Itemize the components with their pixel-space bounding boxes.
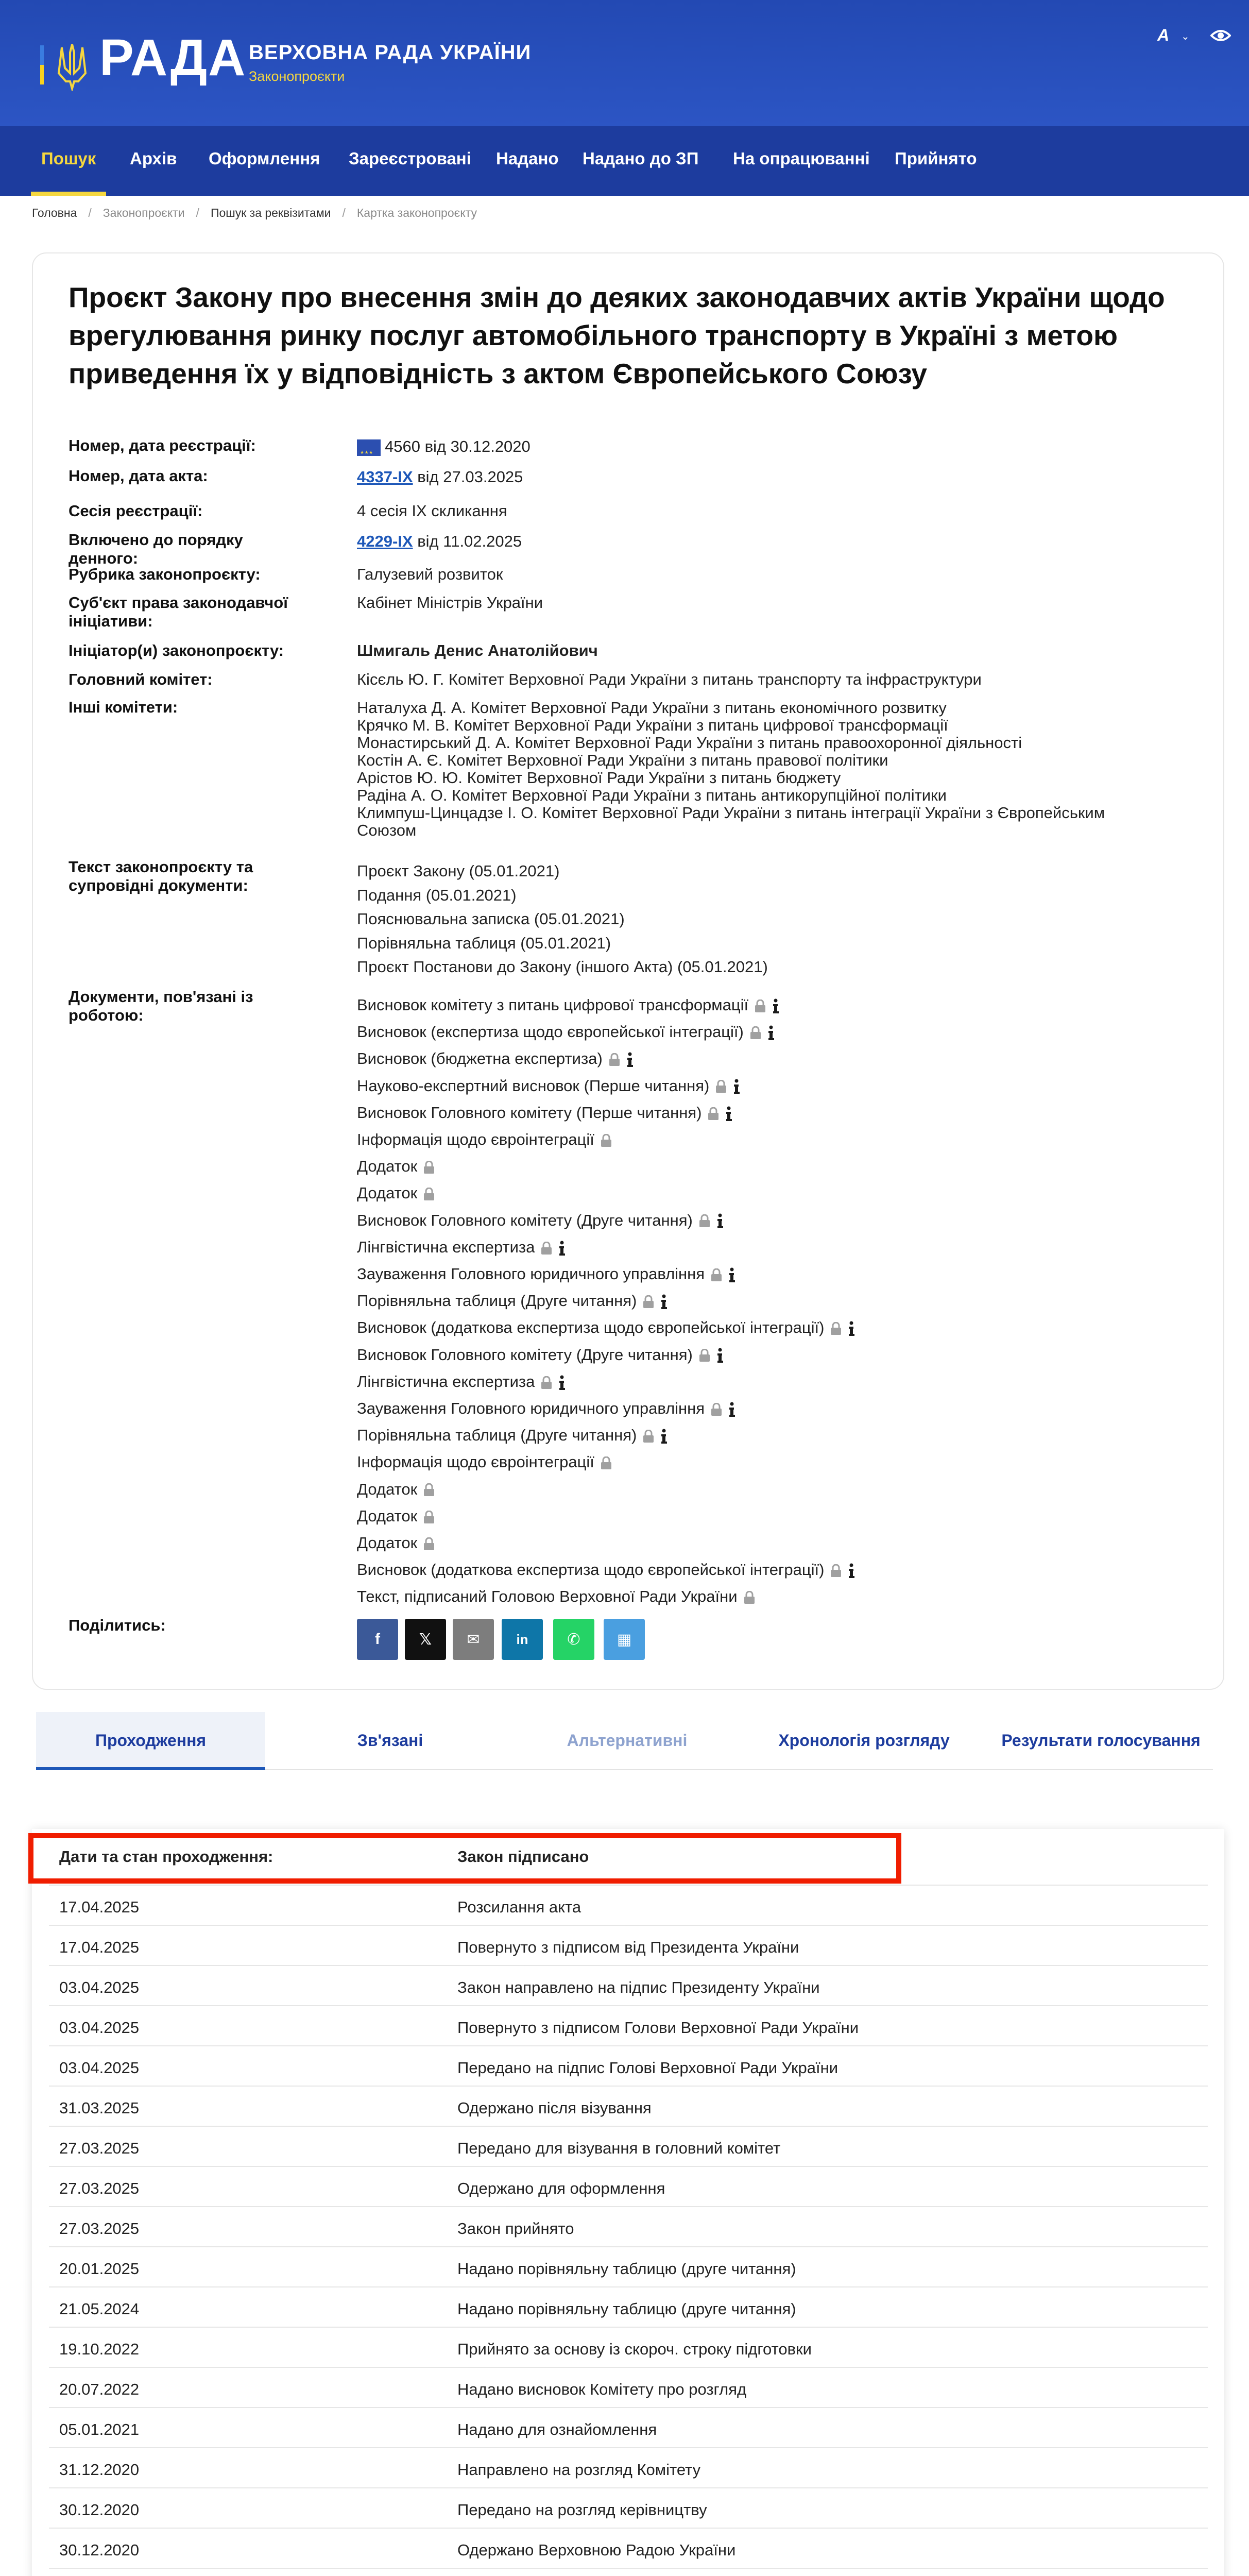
work-doc-label[interactable]: Висновок (експертиза щодо європейської інтеграції) xyxy=(357,1023,744,1041)
agenda-link[interactable]: 4229-IX xyxy=(357,532,413,550)
lock-icon xyxy=(540,1376,553,1389)
work-doc-label[interactable]: Порівняльна таблиця (Друге читання) xyxy=(357,1426,637,1445)
lock-icon xyxy=(707,1107,720,1121)
table-row xyxy=(49,2408,1208,2448)
history-status: Надано для ознайомлення xyxy=(457,2420,657,2438)
document-link[interactable]: Подання (05.01.2021) xyxy=(357,886,517,904)
info-icon[interactable] xyxy=(558,1375,566,1391)
table-row xyxy=(49,2207,1208,2247)
lock-icon xyxy=(642,1430,655,1443)
eye-icon[interactable] xyxy=(1210,28,1231,43)
logo-text[interactable]: РАДА xyxy=(99,29,247,87)
work-doc-label[interactable]: Додаток xyxy=(357,1506,418,1525)
table-row xyxy=(49,2087,1208,2127)
email-icon[interactable]: ✉ xyxy=(453,1619,494,1660)
history-date: 27.03.2025 xyxy=(59,2219,140,2238)
act-number-label: Номер, дата акта: xyxy=(69,467,208,485)
history-date: 03.04.2025 xyxy=(59,2019,140,2037)
info-icon[interactable] xyxy=(716,1348,724,1363)
work-doc-item[interactable] xyxy=(357,1449,855,1476)
lock-icon xyxy=(422,1161,436,1174)
work-doc-label[interactable]: Висновок (додаткова експертиза щодо європейської інтеграції) xyxy=(357,1561,825,1579)
work-doc-item[interactable] xyxy=(357,1126,855,1153)
lock-icon xyxy=(743,1591,756,1604)
reg-number-label: Номер, дата реєстрації: xyxy=(69,436,256,454)
info-icon[interactable] xyxy=(660,1429,668,1444)
table-row xyxy=(49,2529,1208,2569)
work-doc-label[interactable]: Текст, підписаний Головою Верховної Ради України xyxy=(357,1587,738,1606)
main-committee-label: Головний комітет: xyxy=(69,670,213,688)
session-label: Сесія реєстрації: xyxy=(69,502,203,520)
rubric-label: Рубрика законопроєкту: xyxy=(69,565,261,583)
work-doc-label[interactable]: Науково-експертний висновок (Перше читання) xyxy=(357,1076,710,1095)
tab-progress[interactable]: Проходження xyxy=(36,1712,265,1770)
table-row xyxy=(49,1926,1208,1966)
nav-item-submitted[interactable]: Надано xyxy=(496,149,559,168)
work-doc-label[interactable]: Інформація щодо євроінтеграції xyxy=(357,1453,594,1471)
info-icon[interactable] xyxy=(767,1025,775,1041)
work-doc-item[interactable] xyxy=(357,1180,855,1207)
font-size-button[interactable]: A xyxy=(1157,26,1170,44)
lock-icon xyxy=(608,1053,621,1066)
work-doc-label[interactable]: Висновок Головного комітету (Перше читання) xyxy=(357,1103,702,1122)
work-doc-label[interactable]: Висновок (додаткова експертиза щодо європейської інтеграції) xyxy=(357,1318,825,1337)
info-icon[interactable] xyxy=(660,1294,668,1310)
history-status: Передано для візування в головний комітет xyxy=(457,2139,781,2157)
history-date: 03.04.2025 xyxy=(59,2059,140,2077)
nav-item-processing[interactable]: На опрацюванні xyxy=(733,149,870,168)
info-icon[interactable] xyxy=(725,1106,732,1122)
lock-icon xyxy=(698,1349,711,1362)
session-value: 4 сесія IX скликання xyxy=(357,502,507,520)
share-label: Поділитись: xyxy=(69,1616,166,1634)
document-link[interactable]: Пояснювальна записка (05.01.2021) xyxy=(357,910,625,928)
portal-title[interactable]: ВЕРХОВНА РАДА УКРАЇНИ xyxy=(249,41,532,64)
lock-icon xyxy=(829,1322,843,1335)
linkedin-icon[interactable]: in xyxy=(502,1619,543,1660)
document-link[interactable]: Проєкт Закону (05.01.2021) xyxy=(357,862,560,880)
table-row xyxy=(49,2328,1208,2368)
breadcrumb: Головна / Законопроєкти / Пошук за реквізитами / Картка законопроєкту xyxy=(32,206,477,219)
nav-item-adopted[interactable]: Прийнято xyxy=(895,149,977,168)
lock-icon xyxy=(829,1564,843,1578)
table-row xyxy=(49,2247,1208,2287)
history-status: Надано висновок Комітету про розгляд xyxy=(457,2380,747,2398)
agenda-value: 4229-IX від 11.02.2025 xyxy=(357,532,522,550)
table-row xyxy=(49,2127,1208,2167)
history-status: Прийнято за основу із скороч. строку підготовки xyxy=(457,2340,812,2358)
history-header-dates: Дати та стан проходження: xyxy=(59,1848,273,1866)
info-icon[interactable] xyxy=(733,1079,740,1094)
committee-item: Костін А. Є. Комітет Верховної Ради України з питань правової політики xyxy=(357,751,888,769)
table-row xyxy=(49,2167,1208,2207)
initiator-value[interactable]: Шмигаль Денис Анатолійович xyxy=(357,641,598,659)
info-icon[interactable] xyxy=(728,1267,735,1283)
work-doc-item[interactable] xyxy=(357,1261,855,1287)
texts-list xyxy=(357,859,768,979)
work-doc-item[interactable] xyxy=(357,1395,855,1422)
work-doc-item[interactable] xyxy=(357,1045,855,1072)
work-doc-item[interactable] xyxy=(357,1019,855,1045)
history-date: 30.12.2020 xyxy=(59,2541,140,2559)
work-doc-label[interactable]: Висновок (бюджетна експертиза) xyxy=(357,1049,603,1068)
nav-item-archive[interactable]: Архів xyxy=(130,149,177,168)
committee-item: Радіна А. О. Комітет Верховної Ради України з питань антикорупційної політики xyxy=(357,786,947,804)
info-icon[interactable] xyxy=(848,1563,855,1579)
lock-icon xyxy=(422,1511,436,1524)
history-status: Повернуто з підписом Голови Верховної Ради України xyxy=(457,2019,859,2037)
committee-item: Крячко М. В. Комітет Верховної Ради України з питань цифрової трансформації xyxy=(357,716,948,734)
lock-icon xyxy=(540,1242,553,1255)
tab-alternative[interactable]: Альтернативні xyxy=(567,1731,688,1750)
work-doc-item[interactable] xyxy=(357,1368,855,1395)
table-row xyxy=(49,1886,1208,1926)
work-doc-label[interactable]: Висновок Головного комітету (Друге читання) xyxy=(357,1211,693,1229)
work-doc-label[interactable]: Висновок Головного комітету (Друге читання) xyxy=(357,1345,693,1364)
history-status: Передано на розгляд керівництву xyxy=(457,2501,707,2519)
rubric-value: Галузевий розвиток xyxy=(357,565,503,583)
document-link[interactable]: Порівняльна таблиця (05.01.2021) xyxy=(357,934,611,952)
table-row xyxy=(49,2046,1208,2087)
work-doc-label[interactable]: Зауваження Головного юридичного управління xyxy=(357,1399,705,1418)
work-doc-item[interactable] xyxy=(357,1234,855,1261)
info-icon[interactable] xyxy=(848,1321,855,1336)
work-docs-list xyxy=(357,992,855,1611)
nav-item-submitted-zp[interactable]: Надано до ЗП xyxy=(583,149,699,168)
work-docs-label: Документи, пов'язані із роботою: xyxy=(69,988,253,1024)
work-doc-item[interactable] xyxy=(357,1099,855,1126)
work-doc-item[interactable] xyxy=(357,1342,855,1368)
document-link[interactable]: Проєкт Постанови до Закону (іншого Акта) (05.01.2021) xyxy=(357,958,768,976)
committee-item: Монастирський Д. А. Комітет Верховної Ради України з питань правоохоронної діяльності xyxy=(357,734,1022,752)
work-doc-item[interactable] xyxy=(357,1503,855,1530)
table-row xyxy=(49,2448,1208,2488)
agenda-label: Включено до порядку денного: xyxy=(69,531,243,567)
work-doc-label[interactable]: Лінгвістична експертиза xyxy=(357,1372,535,1391)
tab-related[interactable]: Зв'язані xyxy=(357,1731,423,1750)
history-date: 27.03.2025 xyxy=(59,2179,140,2197)
work-doc-label[interactable]: Додаток xyxy=(357,1184,418,1202)
lock-icon xyxy=(600,1456,613,1470)
portal-subtitle: Законопроєкти xyxy=(249,69,345,84)
history-date: 30.12.2020 xyxy=(59,2501,140,2519)
tab-voting[interactable]: Результати голосування xyxy=(1001,1731,1201,1750)
nav-item-registered[interactable]: Зареєстровані xyxy=(349,149,471,168)
history-date: 17.04.2025 xyxy=(59,1938,140,1956)
history-status: Одержано Верховною Радою України xyxy=(457,2541,736,2559)
act-number-link[interactable]: 4337-IX xyxy=(357,468,413,486)
work-doc-item[interactable] xyxy=(357,1476,855,1503)
breadcrumb-bills[interactable]: Законопроєкти xyxy=(102,206,185,219)
chevron-down-icon[interactable]: ⌄ xyxy=(1181,31,1190,42)
history-date: 20.07.2022 xyxy=(59,2380,140,2398)
breadcrumb-current: Картка законопроєкту xyxy=(356,206,477,219)
lock-icon xyxy=(642,1295,655,1309)
info-icon[interactable] xyxy=(728,1402,735,1417)
qr-icon[interactable]: ▦ xyxy=(604,1619,645,1660)
committee-item: Климпуш-Цинцадзе І. О. Комітет Верховної Ради України з питань інтеграції України з Європейським xyxy=(357,804,1105,822)
committee-item: Арістов Ю. Ю. Комітет Верховної Ради України з питань бюджету xyxy=(357,769,841,787)
tab-chronology[interactable]: Хронологія розгляду xyxy=(778,1731,950,1750)
table-row xyxy=(49,2006,1208,2046)
flag-blue-bar xyxy=(40,45,44,65)
other-committees-list xyxy=(357,699,1105,839)
history-status: Одержано після візування xyxy=(457,2099,652,2117)
history-date: 17.04.2025 xyxy=(59,1898,140,1916)
work-doc-item[interactable] xyxy=(357,1207,855,1234)
work-doc-label[interactable]: Зауваження Головного юридичного управління xyxy=(357,1265,705,1283)
table-row xyxy=(49,1966,1208,2006)
history-date: 19.10.2022 xyxy=(59,2340,140,2358)
nav-item-drafting[interactable]: Оформлення xyxy=(209,149,320,168)
info-icon[interactable] xyxy=(558,1241,566,1256)
whatsapp-icon[interactable]: ✆ xyxy=(553,1619,594,1660)
history-status: Передано на підпис Голові Верховної Ради України xyxy=(457,2059,839,2077)
history-status: Надано порівняльну таблицю (друге читання) xyxy=(457,2260,796,2278)
history-status: Закон прийнято xyxy=(457,2219,574,2238)
history-date: 31.12.2020 xyxy=(59,2461,140,2479)
work-doc-item[interactable] xyxy=(357,1287,855,1314)
tab-bar xyxy=(36,1712,1213,1770)
history-status: Направлено на розгляд Комітету xyxy=(457,2461,701,2479)
history-date: 21.05.2024 xyxy=(59,2300,140,2318)
work-doc-item[interactable] xyxy=(357,992,855,1019)
lock-icon xyxy=(749,1026,762,1040)
main-committee-value: Кісєль Ю. Г. Комітет Верховної Ради України з питань транспорту та інфраструктури xyxy=(357,670,982,688)
table-row xyxy=(49,2368,1208,2408)
work-doc-item[interactable] xyxy=(357,1073,855,1099)
work-doc-label[interactable]: Висновок комітету з питань цифрової трансформації xyxy=(357,996,749,1014)
highlight-box xyxy=(28,1833,901,1884)
history-header-status: Закон підписано xyxy=(457,1848,589,1866)
work-doc-item[interactable] xyxy=(357,1422,855,1449)
work-doc-item[interactable] xyxy=(357,1314,855,1341)
reg-number-value: ★ ★ ★ 4560 від 30.12.2020 xyxy=(357,437,531,456)
committee-item: Наталуха Д. А. Комітет Верховної Ради України з питань економічного розвитку xyxy=(357,699,947,717)
nav-item-search[interactable]: Пошук xyxy=(41,126,96,196)
texts-label: Текст законопроєкту та супровідні документи: xyxy=(69,858,253,894)
subject-label: Суб'єкт права законодавчої ініціативи: xyxy=(69,594,288,630)
work-doc-item[interactable] xyxy=(357,1530,855,1556)
lock-icon xyxy=(710,1268,723,1282)
work-doc-label[interactable]: Порівняльна таблиця (Друге читання) xyxy=(357,1292,637,1310)
history-date: 05.01.2021 xyxy=(59,2420,140,2438)
work-doc-label[interactable]: Додаток xyxy=(357,1157,418,1176)
work-doc-item[interactable] xyxy=(357,1583,855,1610)
work-doc-label[interactable]: Додаток xyxy=(357,1534,418,1552)
history-status: Закон направлено на підпис Президенту України xyxy=(457,1978,820,1996)
other-committees-label: Інші комітети: xyxy=(69,698,178,716)
initiators-label: Ініціатор(и) законопроєкту: xyxy=(69,641,284,659)
committee-item: Союзом xyxy=(357,821,417,839)
breadcrumb-home[interactable]: Головна xyxy=(32,206,77,219)
subject-value: Кабінет Міністрів України xyxy=(357,594,543,612)
work-doc-label[interactable]: Додаток xyxy=(357,1480,418,1498)
facebook-icon[interactable]: f xyxy=(357,1619,398,1660)
info-icon[interactable] xyxy=(716,1213,724,1229)
lock-icon xyxy=(422,1188,436,1201)
history-date: 20.01.2025 xyxy=(59,2260,140,2278)
work-doc-item[interactable] xyxy=(357,1556,855,1583)
trident-icon xyxy=(57,42,88,91)
lock-icon xyxy=(710,1403,723,1416)
lock-icon xyxy=(754,999,767,1013)
work-doc-item[interactable] xyxy=(357,1153,855,1180)
lock-icon xyxy=(422,1537,436,1551)
x-icon[interactable]: 𝕏 xyxy=(405,1619,446,1660)
lock-icon xyxy=(600,1134,613,1147)
info-icon[interactable] xyxy=(772,998,779,1014)
table-row xyxy=(49,2287,1208,2328)
eu-flag-icon xyxy=(357,439,381,456)
lock-icon xyxy=(698,1214,711,1228)
lock-icon xyxy=(714,1080,728,1093)
history-status: Надано порівняльну таблицю (друге читання) xyxy=(457,2300,796,2318)
info-icon[interactable] xyxy=(626,1052,634,1067)
history-status: Одержано для оформлення xyxy=(457,2179,665,2197)
history-status: Повернуто з підписом від Президента України xyxy=(457,1938,799,1956)
table-row xyxy=(49,2488,1208,2529)
main-nav xyxy=(0,126,1249,196)
work-doc-label[interactable]: Інформація щодо євроінтеграції xyxy=(357,1130,594,1149)
flag-yellow-bar xyxy=(40,65,44,84)
work-doc-label[interactable]: Лінгвістична експертиза xyxy=(357,1238,535,1256)
site-header xyxy=(0,0,1249,126)
history-status: Розсилання акта xyxy=(457,1898,581,1916)
breadcrumb-search[interactable]: Пошук за реквізитами xyxy=(210,206,331,219)
bill-title: Проєкт Закону про внесення змін до деяких законодавчих актів України щодо врегулювання ринку послуг автомобільного транспорту в Україні з метою приведення їх у відповідність з актом Європейського Союзу xyxy=(69,281,1165,389)
act-number-value: 4337-IX від 27.03.2025 xyxy=(357,468,523,486)
history-date: 03.04.2025 xyxy=(59,1978,140,1996)
history-date: 31.03.2025 xyxy=(59,2099,140,2117)
lock-icon xyxy=(422,1483,436,1497)
history-date: 27.03.2025 xyxy=(59,2139,140,2157)
